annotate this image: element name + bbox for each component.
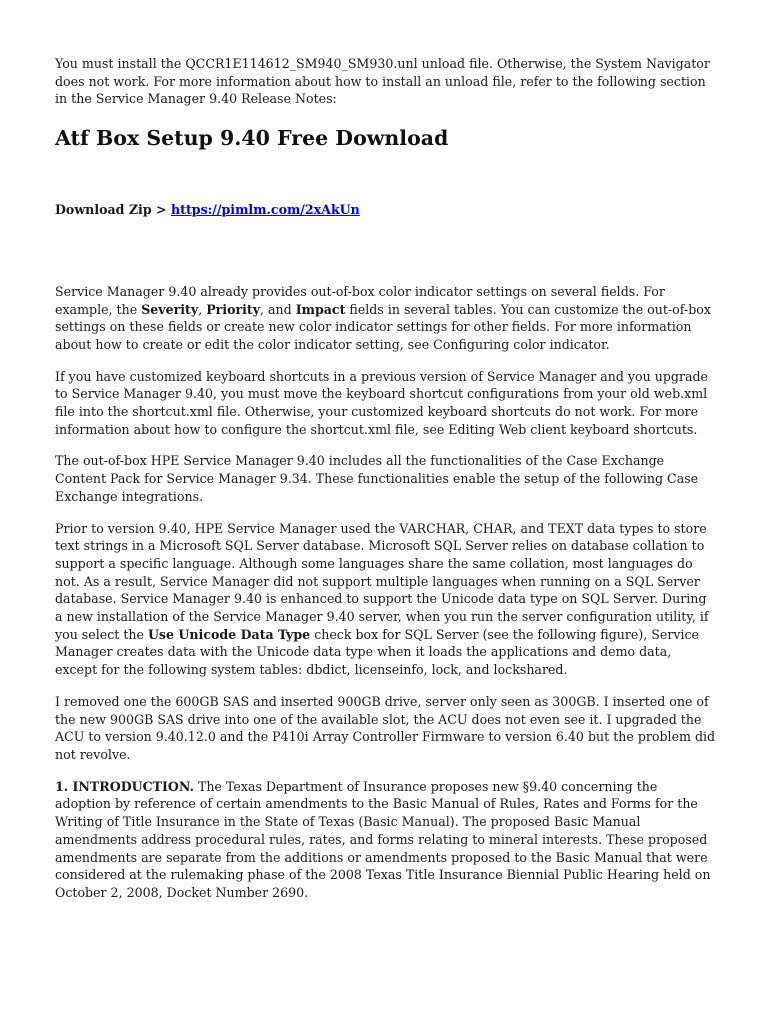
paragraph-keyboard-shortcuts: If you have customized keyboard shortcuts in a previous version of Service Manager and you upgrade to Service Manager 9.40, you must move the keyboard shortcut configurations from your old web.xml file into the shortcut.xml file. Otherwise, your customized keyboard shortcuts do not work. For more information about how to configure the shortcut.xml file, see Editing Web client keyboard shortcuts. [55,368,708,437]
bold-priority: Priority [206,301,261,317]
paragraph-color-indicator [55,283,717,354]
text-segment: check box for SQL Server (see the following figure), Service Manager creates data with the Unicode data type when it loads the applications and demo data, except for the following system tables: dbdict, licenseinfo, lock, and lockshared. [55,626,700,678]
bold-impact: Impact [295,301,346,317]
text-segment: , [198,301,207,317]
paragraph-drive: I removed one the 600GB SAS and inserted 900GB drive, server only seen as 300GB. I inserted one of the new 900GB SAS drive into one of the available slot, the ACU does not even see it. I upgraded the ACU to version 9.40.12.0 and the P410i Array Controller Firmware to version 6.40 but the problem did not revolve. [55,693,716,762]
document-page [55,55,717,902]
text-segment: The Texas Department of Insurance proposes new §9.40 concerning the adoption by reference of certain amendments to the Basic Manual of Rules, Rates and Forms for the Writing of Title Insurance in the State of Texas (Basic Manual). The proposed Basic Manual amendments address procedural rules, rates, and forms relating to mineral interests. These proposed amendments are separate from the additions or amendments proposed to the Basic Manual that were considered at the rulemaking phase of the 2008 Texas Title Insurance Biennial Public Hearing held on October 2, 2008, Docket Number 2690. [55,778,711,900]
download-label: Download Zip > [55,202,171,218]
text-segment: , and [260,301,296,317]
paragraph-introduction [55,778,717,902]
text-segment: fields in several tables. You can customize the out-of-box settings on these fields or create new color indicator settings for other fields. For more information about how to create or edit the color indicator setting, see Configuring color indicator. [55,301,711,352]
download-line [55,201,717,219]
text-segment: Service Manager 9.40 already provides out-of-box color indicator settings on several fields. For example, the [55,283,665,317]
intro-paragraph: You must install the QCCR1E114612_SM940_SM930.unl unload file. Otherwise, the System Navigator does not work. For more information about how to install an unload file, refer to the following section in the Service Manager 9.40 Release Notes: [55,56,710,107]
paragraph-unicode [55,520,717,679]
download-link[interactable]: https://pimlm.com/2xAkUn [170,202,360,218]
bold-use-unicode: Use Unicode Data Type [147,626,311,642]
bold-introduction-heading: 1. INTRODUCTION. [55,778,194,794]
bold-severity: Severity [141,301,199,317]
paragraph-case-exchange: The out-of-box HPE Service Manager 9.40 includes all the functionalities of the Case Exchange Content Pack for Service Manager 9.34. These functionalities enable the setup of the following Case Exchange integrations. [55,453,699,504]
text-segment: Prior to version 9.40, HPE Service Manager used the VARCHAR, CHAR, and TEXT data types to store text strings in a Microsoft SQL Server database. Microsoft SQL Server relies on database collation to support a specific language. Although some languages share the same collation, most languages do not. As a result, Service Manager did not support multiple languages when running on a SQL Server database. Service Manager 9.40 is enhanced to support the Unicode data type on SQL Server. During a new installation of the Service Manager 9.40 server, when you run the server configuration utility, if you select the [55,520,709,642]
page-title: Atf Box Setup 9.40 Free Download [55,126,449,151]
